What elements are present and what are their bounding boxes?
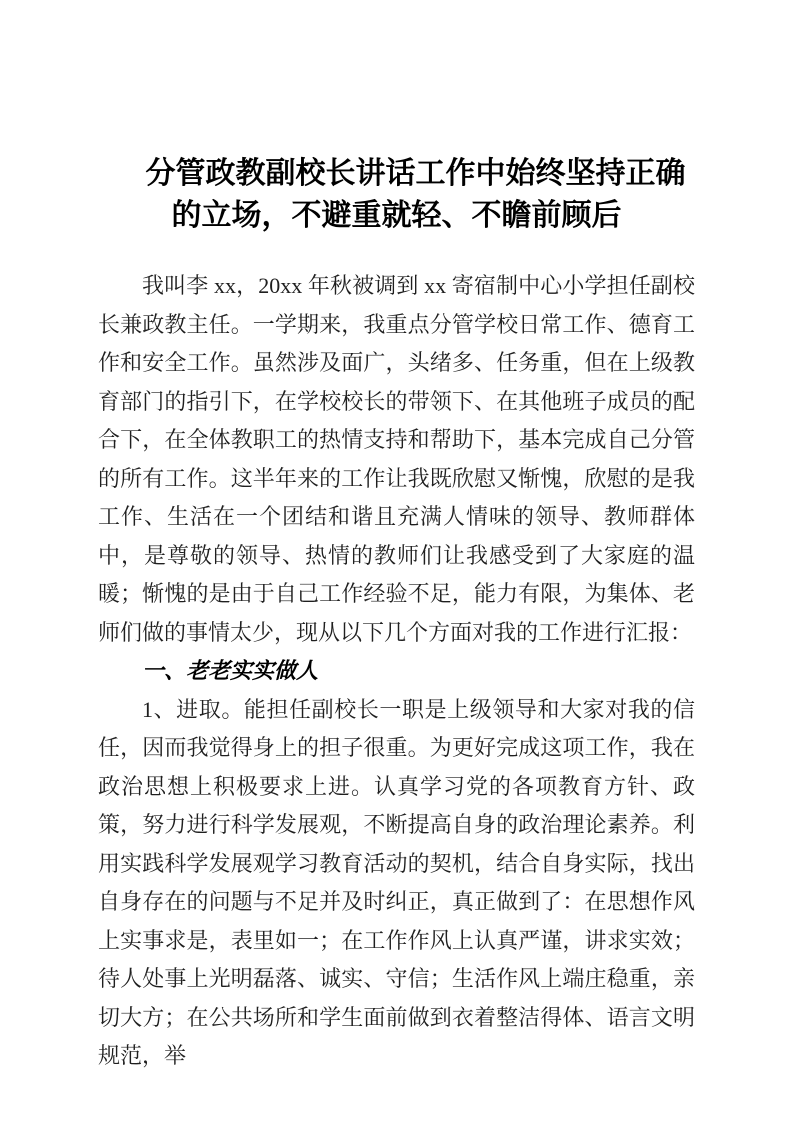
title-line-2: 的立场，不避重就轻、不瞻前顾后 [171, 199, 622, 232]
paragraph-intro: 我叫李 xx，20xx 年秋被调到 xx 寄宿制中心小学担任副校长兼政教主任。一学期来，我重点分管学校日常工作、德育工作和安全工作。虽然涉及面广，头绪多、任务重，但在上级教育部门的指引下，在学校校长的带领下、在其他班子成员的配合下，在全体教职工的热情支持和帮助下，基本完成自己分管的所有工作。这半年来的工作让我既欣慰又惭愧，欣慰的是我工作、生活在一个团结和谐且充满人情味的领导、教师群体中，是尊敬的领导、热情的教师们让我感受到了大家庭的温暖；惭愧的是由于自己工作经验不足，能力有限，为集体、老师们做的事情太少，现从以下几个方面对我的工作进行汇报： [98, 273, 695, 645]
document-title [98, 153, 695, 237]
paragraph-section-1-body: 1、进取。能担任副校长一职是上级领导和大家对我的信任，因而我觉得身上的担子很重。为更好完成这项工作，我在政治思想上积极要求上进。认真学习党的各项教育方针、政策，努力进行科学发展观，不断提高自身的政治理论素养。利用实践科学发展观学习教育活动的契机，结合自身实际，找出自身存在的问题与不足并及时纠正，真正做到了：在思想作风上实事求是，表里如一；在工作作风上认真严谨，讲求实效；待人处事上光明磊落、诚实、守信；生活作风上端庄稳重，亲切大方；在公共场所和学生面前做到衣着整洁得体、语言文明规范，举 [98, 696, 695, 1068]
title-line-1: 分管政教副校长讲话工作中始终坚持正确 [145, 157, 686, 190]
section-heading-1: 一、老老实实做人 [142, 658, 319, 683]
